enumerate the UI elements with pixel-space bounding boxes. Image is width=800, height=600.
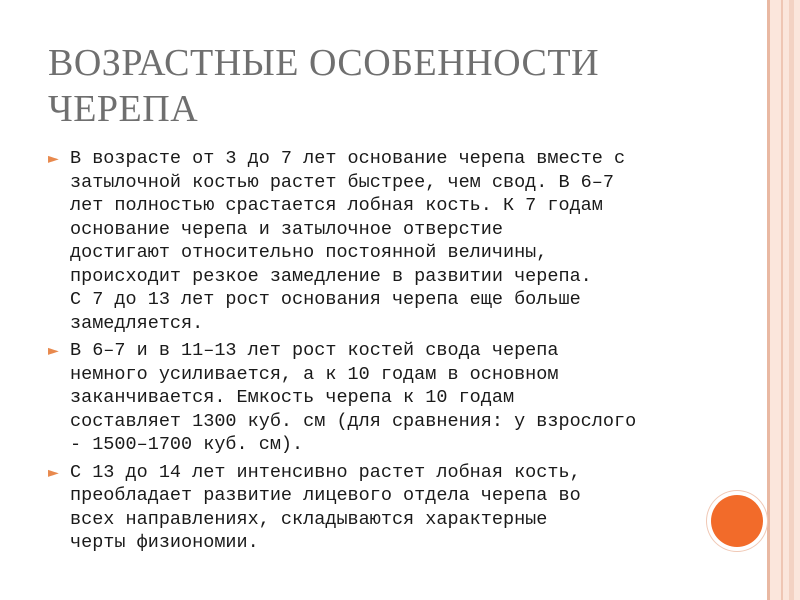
bullet-text-line: происходит резкое замедление в развитии черепа. (70, 265, 592, 287)
bullet-text-line: основание черепа и затылочное отверстие (70, 218, 503, 240)
decorative-border-line (789, 0, 794, 600)
decorative-border-line (767, 0, 770, 600)
bullet-text (70, 339, 728, 457)
decorative-border-strip (767, 0, 800, 600)
triangle-bullet-icon: ► (48, 343, 59, 359)
triangle-bullet-icon: ► (48, 464, 59, 481)
bullet-item (48, 461, 728, 555)
bullet-text-line: В возрасте от 3 до 7 лет основание черепа вместе с (70, 148, 626, 169)
bullet-text-line: черты физиономии. (70, 532, 259, 553)
bullet-text-line: С 13 до 14 лет интенсивно растет лобная кость, (70, 461, 581, 483)
bullet-text-line: лет полностью срастается лобная кость. К 7 годам (70, 195, 603, 216)
bullet-item (48, 339, 728, 457)
bullet-text-line: всех направлениях, складываются характерные (70, 508, 548, 530)
bullet-text-line: С 7 до 13 лет рост основания черепа еще больше (70, 289, 581, 310)
slide-title (48, 40, 728, 132)
bullet-text-line: замедляется. (70, 312, 204, 334)
bullet-text-line: заканчивается. Емкость черепа к 10 годам (70, 387, 515, 408)
bullet-text-line: достигают относительно постоянной величины, (70, 242, 548, 263)
bullet-text-line: - 1500–1700 куб. см). (70, 434, 304, 455)
bullet-text-line: затылочной костью растет быстрее, чем свод. В 6–7 (70, 171, 614, 193)
bullet-text-line: В 6–7 и в 11–13 лет рост костей свода черепа (70, 340, 559, 361)
bullet-text (70, 461, 728, 555)
bullet-list (48, 147, 728, 559)
bullet-text-line: преобладает развитие лицевого отдела черепа во (70, 485, 581, 506)
slide-title-line: ЧЕРЕПА (48, 88, 199, 130)
bullet-text-line: немного усиливается, а к 10 годам в основном (70, 363, 559, 385)
slide-title-line: ВОЗРАСТНЫЕ ОСОБЕННОСТИ (48, 42, 600, 84)
bullet-text (70, 147, 728, 335)
decorative-border-line (781, 0, 783, 600)
bullet-text-line: составляет 1300 куб. см (для сравнения: у взрослого (70, 410, 637, 432)
bullet-item (48, 147, 728, 335)
triangle-bullet-icon: ► (48, 151, 59, 167)
